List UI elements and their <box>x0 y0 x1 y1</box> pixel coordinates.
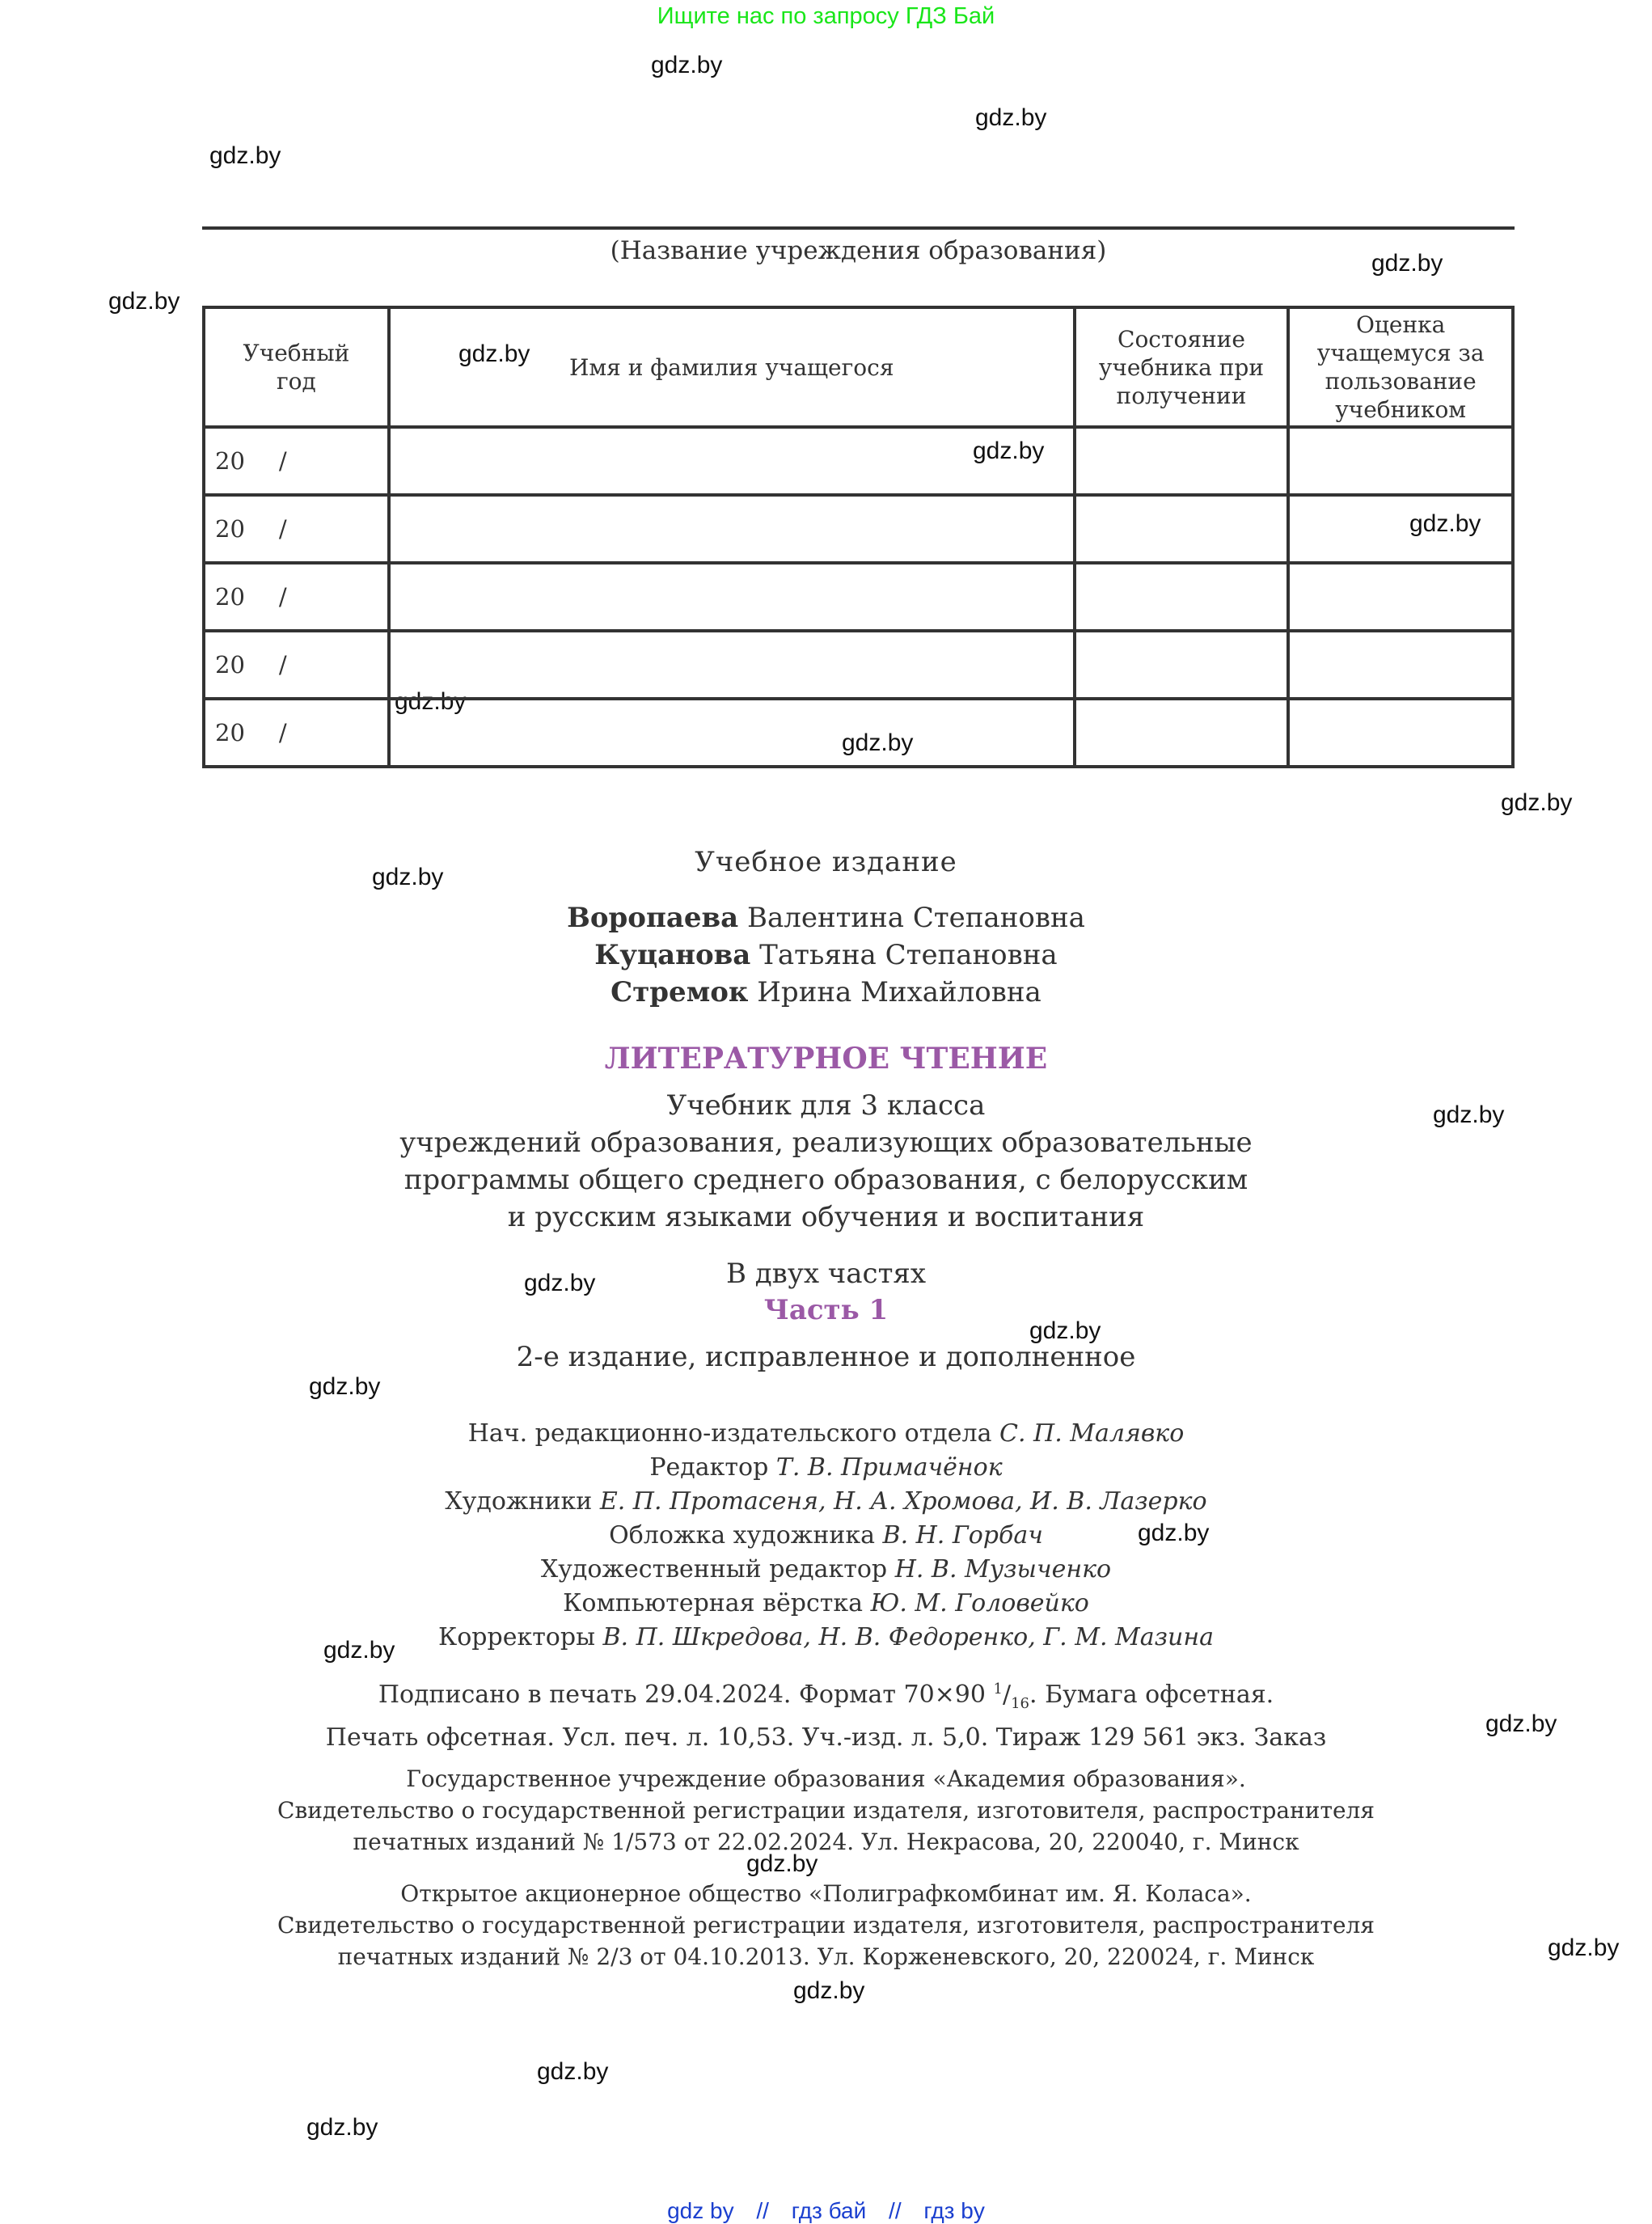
description-line: программы общего среднего образования, с белорусским <box>403 1164 1249 1196</box>
credit-line: Обложка художника В. Н. Горбач <box>609 1521 1043 1550</box>
footer-separator: // <box>756 2198 769 2223</box>
footer-link-gdz-by-cyr[interactable]: гдз by <box>923 2198 985 2223</box>
watermark-text: gdz.by <box>306 2114 378 2141</box>
book-title: ЛИТЕРАТУРНОЕ ЧТЕНИЕ <box>604 1042 1048 1076</box>
grade-cell[interactable] <box>1288 427 1513 495</box>
print-line-1: Подписано в печать 29.04.2024. Формат 70×90 $^1/_{16}$. Бумага офсетная. <box>378 1681 1274 1712</box>
print-info <box>0 1672 1652 1755</box>
table-row <box>204 427 1513 495</box>
watermark-text: gdz.by <box>1029 1317 1101 1344</box>
watermark-text: gdz.by <box>108 288 180 315</box>
watermark-text: gdz.by <box>524 1270 596 1296</box>
edition-type: Учебное издание <box>695 846 957 878</box>
watermark-text: gdz.by <box>1409 510 1481 537</box>
watermark-text: gdz.by <box>651 52 723 78</box>
watermark-text: gdz.by <box>1485 1710 1557 1737</box>
table-row <box>204 495 1513 563</box>
search-banner[interactable]: Ищите нас по запросу ГДЗ Бай <box>657 3 995 29</box>
publisher-info <box>0 1763 1652 1858</box>
author: Куцанова Татьяна Степановна <box>594 939 1058 971</box>
grade-cell[interactable] <box>1288 495 1513 563</box>
footer-links <box>0 2198 1652 2224</box>
table-row <box>204 563 1513 631</box>
year-cell[interactable]: 20 / <box>204 495 389 563</box>
authors-list <box>0 899 1652 1011</box>
name-cell[interactable] <box>389 699 1075 767</box>
footer-separator: // <box>889 2198 902 2223</box>
publisher-line: Государственное учреждение образования «Академия образования». <box>406 1765 1246 1792</box>
name-cell[interactable] <box>389 563 1075 631</box>
watermark-text: gdz.by <box>1501 789 1573 816</box>
table-row <box>204 699 1513 767</box>
watermark-text: gdz.by <box>1433 1101 1505 1128</box>
watermark-text: gdz.by <box>323 1637 395 1664</box>
watermark-text: gdz.by <box>842 729 914 756</box>
table-header-row <box>204 307 1513 427</box>
watermark-text: gdz.by <box>1371 250 1443 277</box>
credit-line: Художественный редактор Н. В. Музыченко <box>540 1555 1112 1583</box>
year-cell[interactable]: 20 / <box>204 427 389 495</box>
watermark-text: gdz.by <box>975 104 1047 131</box>
institution-caption: (Название учреждения образования) <box>610 236 1107 265</box>
textbook-usage-table <box>202 306 1515 768</box>
name-cell[interactable] <box>389 495 1075 563</box>
condition-cell[interactable] <box>1075 563 1289 631</box>
credit-line: Нач. редакционно-издательского отдела С. П. Малявко <box>467 1419 1185 1448</box>
condition-cell[interactable] <box>1075 427 1289 495</box>
header-school-year: Учебный год <box>204 307 389 427</box>
description-line: учреждений образования, реализующих образовательные <box>399 1127 1253 1159</box>
credit-line: Редактор Т. В. Примачёнок <box>649 1453 1003 1482</box>
credit-line: Художники Е. П. Протасеня, Н. А. Хромова, И. В. Лазерко <box>445 1487 1207 1516</box>
credit-line: Корректоры В. П. Шкредова, Н. В. Федоренко, Г. М. Мазина <box>438 1623 1214 1651</box>
edition-info: 2-е издание, исправленное и дополненное <box>516 1341 1136 1373</box>
watermark-text: gdz.by <box>1548 1934 1620 1961</box>
table-row <box>204 631 1513 699</box>
print-line-2: Печать офсетная. Усл. печ. л. 10,53. Уч.-изд. л. 5,0. Тираж 129 561 экз. Заказ <box>325 1723 1327 1752</box>
grade-cell[interactable] <box>1288 631 1513 699</box>
watermark-text: gdz.by <box>395 688 467 715</box>
watermark-text: gdz.by <box>746 1850 818 1877</box>
watermark-text: gdz.by <box>537 2058 609 2085</box>
year-cell[interactable]: 20 / <box>204 563 389 631</box>
watermark-text: gdz.by <box>309 1373 381 1400</box>
printer-line: Свидетельство о государственной регистрации издателя, изготовителя, распространителя <box>277 1912 1375 1939</box>
credit-line: Компьютерная вёрстка Ю. М. Головейко <box>563 1589 1089 1617</box>
year-cell[interactable]: 20 / <box>204 699 389 767</box>
part-number: Часть 1 <box>763 1294 889 1326</box>
condition-cell[interactable] <box>1075 495 1289 563</box>
footer-link-gdz-by[interactable]: gdz by <box>667 2198 734 2223</box>
description-line: Учебник для 3 класса <box>666 1089 986 1122</box>
watermark-text: gdz.by <box>458 340 530 367</box>
footer-link-gdz-bai[interactable]: гдз бай <box>791 2198 867 2223</box>
grade-cell[interactable] <box>1288 563 1513 631</box>
credits-list <box>0 1417 1652 1655</box>
printer-info <box>0 1878 1652 1972</box>
watermark-text: gdz.by <box>973 438 1045 464</box>
description-line: и русским языками обучения и воспитания <box>507 1201 1145 1233</box>
printer-line: Открытое акционерное общество «Полиграфкомбинат им. Я. Коласа». <box>400 1880 1252 1907</box>
institution-name-line <box>202 226 1515 230</box>
author: Воропаева Валентина Степановна <box>567 902 1085 934</box>
header-student-name: Имя и фамилия учащегося <box>389 307 1075 427</box>
publisher-line: Свидетельство о государственной регистрации издателя, изготовителя, распространителя <box>277 1797 1375 1824</box>
name-cell[interactable] <box>389 631 1075 699</box>
watermark-text: gdz.by <box>1138 1520 1210 1546</box>
name-cell[interactable] <box>389 427 1075 495</box>
year-cell[interactable]: 20 / <box>204 631 389 699</box>
publisher-line: печатных изданий № 1/573 от 22.02.2024. Ул. Некрасова, 20, 220040, г. Минск <box>353 1829 1299 1855</box>
watermark-text: gdz.by <box>372 864 444 890</box>
grade-cell[interactable] <box>1288 699 1513 767</box>
watermark-text: gdz.by <box>793 1977 865 2004</box>
condition-cell[interactable] <box>1075 699 1289 767</box>
condition-cell[interactable] <box>1075 631 1289 699</box>
book-description <box>0 1087 1652 1236</box>
parts-count: В двух частях <box>725 1258 927 1290</box>
header-grade: Оценка учащемуся за пользование учебником <box>1288 307 1513 427</box>
printer-line: печатных изданий № 2/3 от 04.10.2013. Ул. Корженевского, 20, 220024, г. Минск <box>337 1943 1315 1970</box>
watermark-text: gdz.by <box>209 142 281 169</box>
author: Стремок Ирина Михайловна <box>611 976 1041 1008</box>
header-condition: Состояние учебника при получении <box>1075 307 1289 427</box>
